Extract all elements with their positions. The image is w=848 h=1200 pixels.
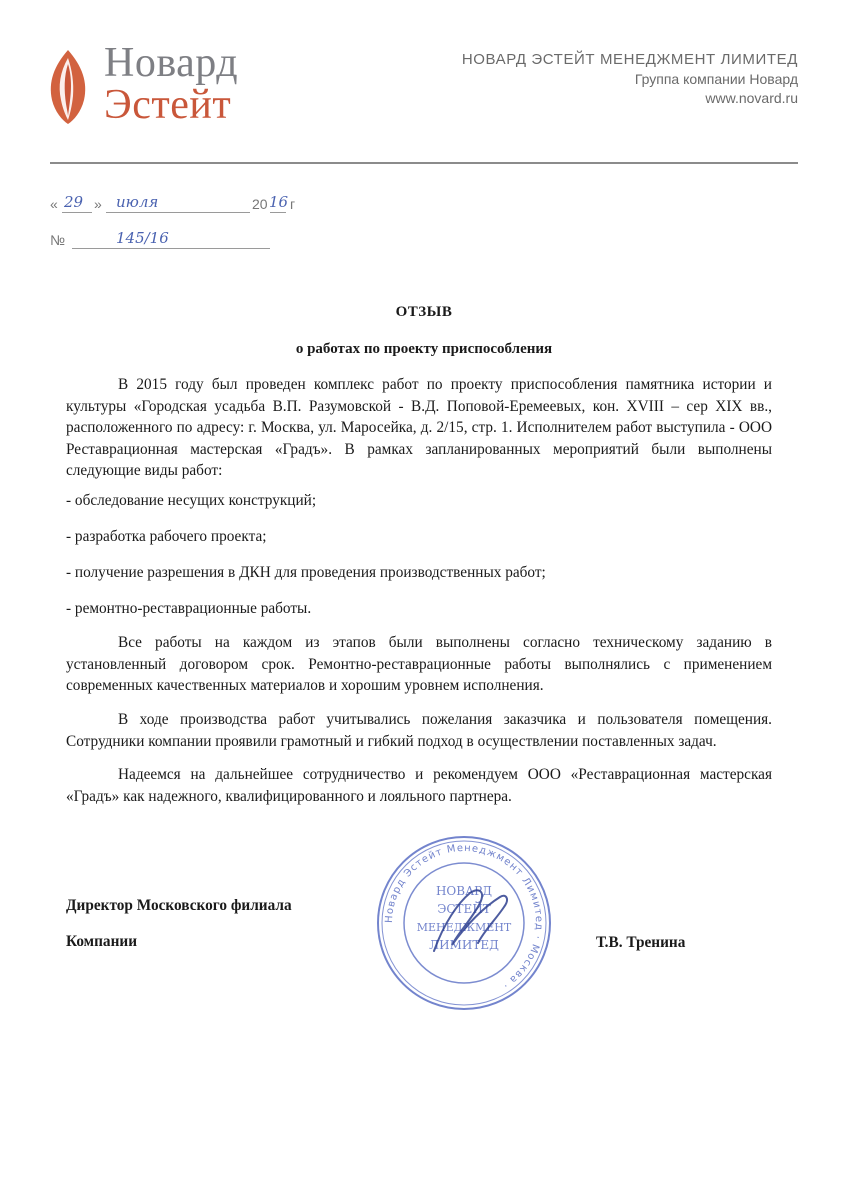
seal-center-line4: ЛИМИТЕД — [429, 938, 499, 952]
date-close-quote: » — [94, 196, 102, 212]
logo-text-novard: Новард — [104, 40, 239, 86]
year-suffix: 16 — [269, 193, 289, 211]
seal-center-line2: ЭСТЕЙТ — [437, 902, 491, 916]
signatory-position-line2: Компании — [66, 933, 138, 950]
seal-center-line1: НОВАРД — [435, 884, 493, 898]
company-seal-stamp — [374, 833, 554, 1013]
paragraph-1: В 2015 году был проведен комплекс работ по проекту приспособления памятника истории и культуры «Городская усадьба В.П. Разумовской - В.Д. Поповой-Еремеевых, кон. XVIII – сер XIX вв., расположенного по адресу: г. Москва, ул. Маросейка, д. 2/15, стр. 1. Исполнителем работ выступила - ООО Реставрационная мастерская «Градъ». В рамках запланированных мероприятий были выполнены следующие виды работ: — [66, 376, 772, 479]
date-field — [50, 193, 296, 218]
paragraph-2: Все работы на каждом из этапов были выполнены согласно техническому заданию в установленный договором срок. Ремонтно-реставрационные работы выполнялись с применением современных качественных материалов и хорошим уровнем исполнения. — [66, 634, 772, 694]
company-website: www.novard.ru — [705, 90, 798, 106]
seal-ring-text: Новард Эстейт Менеджмент Лимитед · Москва · — [383, 842, 545, 992]
signatory-position-line1: Директор Московского филиала — [66, 897, 292, 914]
paragraph-3: В ходе производства работ учитывались пожелания заказчика и пользователя помещения. Сотрудники компании проявили грамотный и гибкий подход в осуществлении поставленных задач. — [66, 711, 772, 750]
flame-leaf-logo-icon — [46, 48, 90, 126]
list-item: - обследование несущих конструкций; — [66, 492, 317, 509]
seal-center-line3: МЕНЕДЖМЕНТ — [416, 921, 512, 934]
paragraph-4: Надеемся на дальнейшее сотрудничество и рекомендуем ООО «Реставрационная мастерская «Градъ» как надежного, квалифицированного и лояльного партнера. — [66, 766, 772, 805]
svg-text:Новард Эстейт Менеджмент Лимит — [384, 843, 544, 991]
company-name: НОВАРД ЭСТЕЙТ МЕНЕДЖМЕНТ ЛИМИТЕД — [461, 51, 798, 68]
number-value: 145/16 — [116, 229, 169, 247]
date-day: 29 — [64, 193, 84, 211]
company-logo — [46, 42, 266, 132]
document-subtitle: о работах по проекту приспособления — [295, 341, 553, 357]
logo-text-estate: Эстейт — [104, 82, 232, 128]
company-group: Группа компании Новард — [634, 71, 798, 87]
header-divider — [50, 162, 798, 164]
date-month: июля — [116, 193, 159, 211]
list-item: - ремонтно-реставрационные работы. — [66, 600, 312, 617]
number-underline — [72, 232, 270, 249]
list-item: - получение разрешения в ДКН для проведения производственных работ; — [66, 564, 546, 581]
year-g: г — [290, 196, 296, 212]
date-open-quote: « — [50, 196, 58, 212]
list-item: - разработка рабочего проекта; — [66, 528, 267, 545]
company-info — [462, 50, 798, 108]
number-field — [50, 229, 290, 254]
signatory-name: Т.В. Тренина — [596, 934, 686, 951]
document-title: ОТЗЫВ — [395, 304, 453, 320]
number-label: № — [50, 232, 66, 248]
year-prefix: 20 — [252, 196, 268, 212]
